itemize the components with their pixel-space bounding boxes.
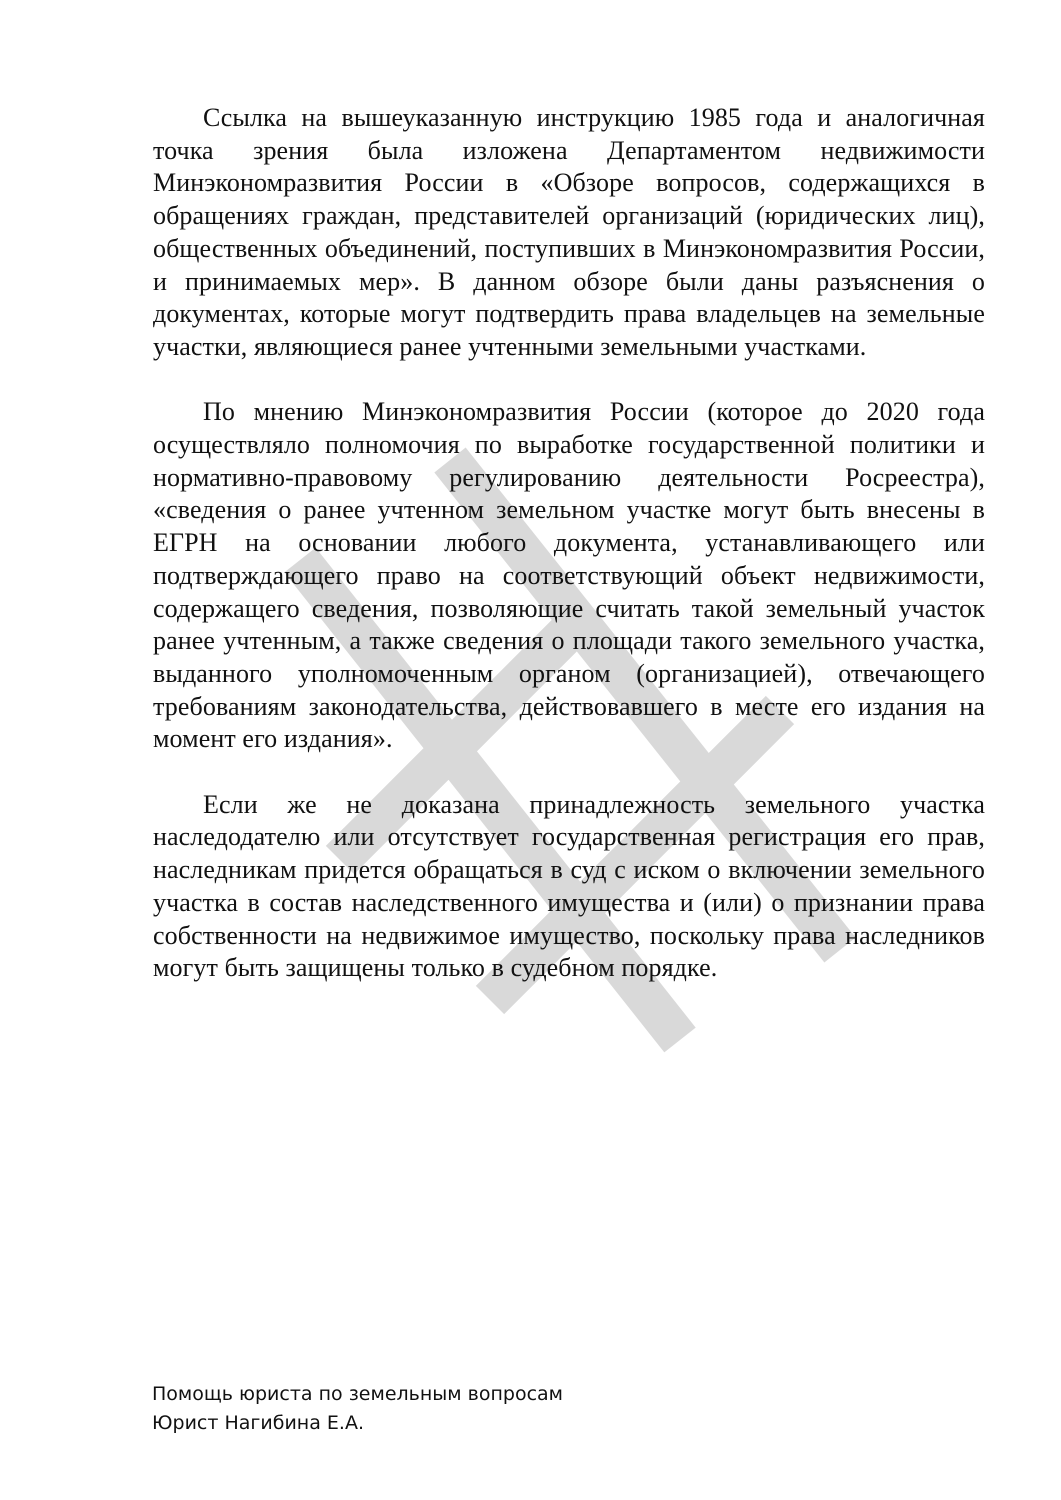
paragraph-2: По мнению Минэкономразвития России (которое до 2020 года осуществляло полномочия по выработке государственной политики и нормативно-правовому регулированию деятельности Росреестра), «сведения о ранее учтенном земельном участке могут быть внесены в ЕГРН на основании любого документа, устанавливающего или подтверждающего право на соответствующий объект недвижимости, содержащего сведения, позволяющие считать такой земельный участок ранее учтенным, а также сведения о площади такого земельного участка, выданного уполномоченным органом (организацией), отвечающего требованиям законодательства, действовавшего в месте его издания на момент его издания». — [153, 397, 985, 754]
footer-service-line: Помощь юриста по земельным вопросам — [152, 1383, 563, 1405]
footer — [152, 1380, 563, 1438]
footer-author-line: Юрист Нагибина Е.А. — [152, 1412, 364, 1434]
paragraph-1: Ссылка на вышеуказанную инструкцию 1985 года и аналогичная точка зрения была изложена Департаментом недвижимости Минэкономразвития России в «Обзоре вопросов, содержащихся в обращениях граждан, представителей организаций (юридических лиц), общественных объединений, поступивших в Минэкономразвития России, и принимаемых мер». В данном обзоре были даны разъяснения о документах, которые могут подтвердить права владельцев на земельные участки, являющиеся ранее учтенными земельными участками. — [153, 103, 985, 361]
paragraph-3: Если же не доказана принадлежность земельного участка наследодателю или отсутствует государственная регистрация его прав, наследникам придется обращаться в суд с иском о включении земельного участка в состав наследственного имущества и (или) о признании права собственности на недвижимое имущество, поскольку права наследников могут быть защищены только в судебном порядке. — [153, 789, 985, 983]
document-body — [153, 102, 985, 1018]
